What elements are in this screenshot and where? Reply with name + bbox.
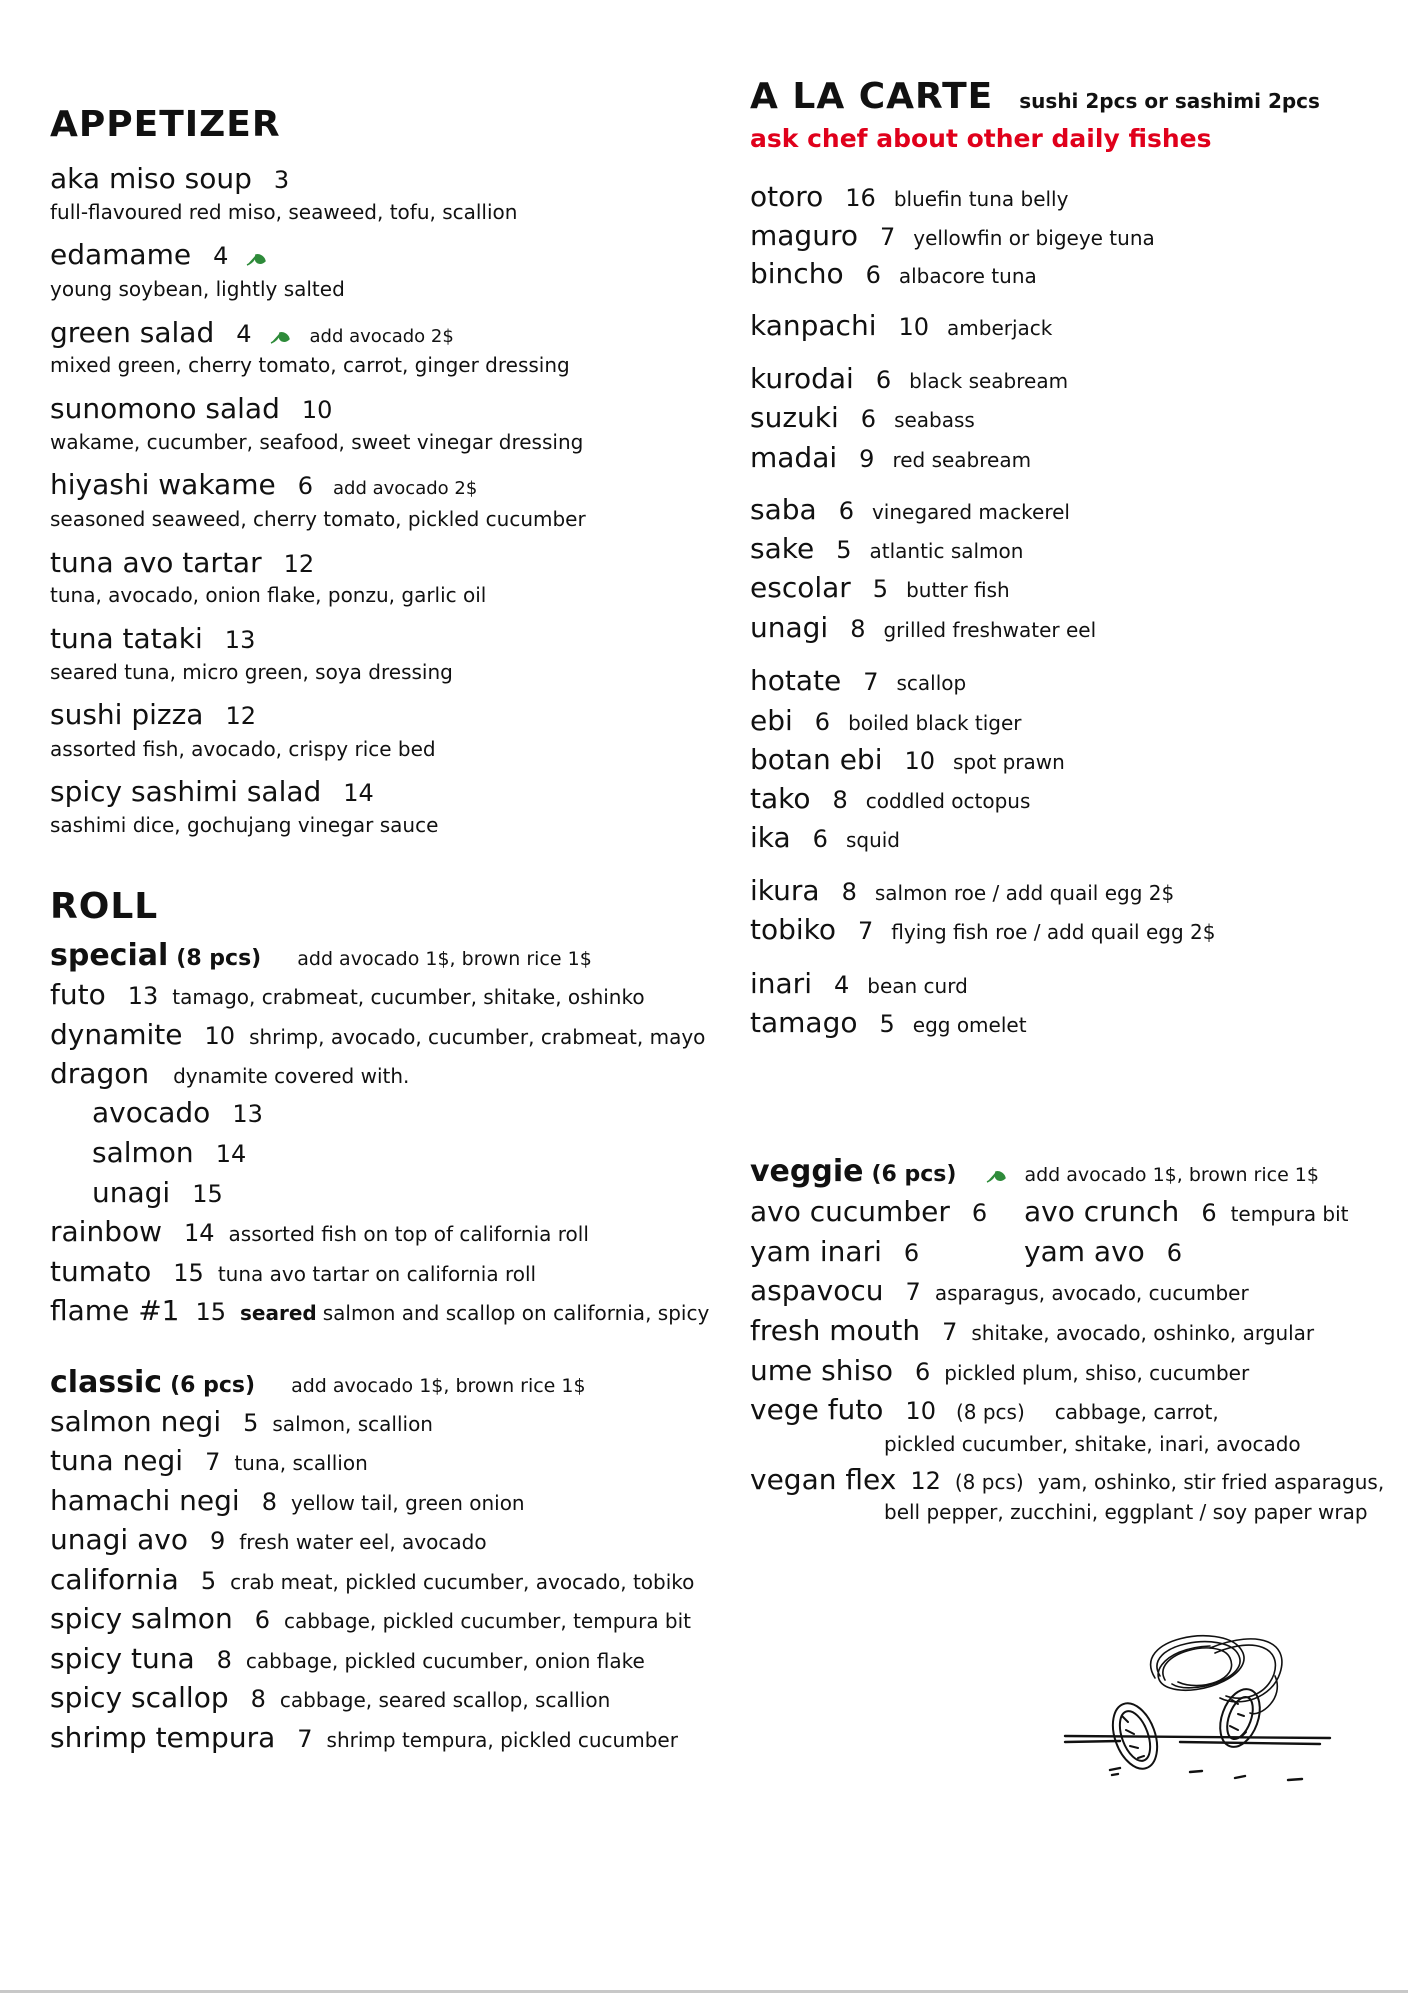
menu-item [50,316,454,349]
item-price: 6 [814,708,831,736]
item-name: escolar [750,571,851,604]
item-desc: full-flavoured red miso, seaweed, tofu, scallion [50,200,518,224]
item-name: avo crunch [1024,1195,1180,1228]
item-desc: tuna, scallion [234,1451,368,1475]
item-price: 6 [1166,1239,1183,1267]
item-desc: boiled black tiger [848,711,1022,735]
item-name: kanpachi [750,309,877,342]
item-desc: salmon and scallop on california, spicy [322,1301,710,1325]
item-desc-cont: pickled cucumber, shitake, inari, avocado [884,1432,1301,1456]
item-price: 14 [343,779,374,807]
item-name: ika [750,821,791,854]
item-price: 8 [832,786,848,814]
item-price: 7 [879,223,896,251]
menu-item [50,162,289,195]
item-name: tumato [50,1255,152,1288]
item-price: 6 [254,1606,270,1634]
item-desc: dynamite covered with. [173,1064,410,1088]
a-la-carte-item [750,664,966,697]
item-name: aspavocu [750,1274,884,1307]
a-la-carte-item [750,180,1068,213]
item-price: 7 [863,668,879,696]
item-name: inari [750,967,812,1000]
item-desc: yellowfin or bigeye tuna [913,226,1155,250]
item-name: tuna negi [50,1444,184,1477]
item-price: 13 [224,626,256,654]
item-price: 14 [215,1140,247,1168]
menu-item [50,775,374,808]
veggie-header [750,1154,1319,1189]
item-name: maguro [750,219,858,252]
item-price: 13 [232,1100,263,1128]
category-note: add avocado 1$, brown rice 1$ [1024,1164,1319,1186]
item-price: 5 [243,1409,259,1437]
category-note: add avocado 1$, brown rice 1$ [291,1375,586,1397]
item-price: 6 [865,261,881,289]
item-price: 4 [213,242,229,270]
a-la-carte-item [750,913,1215,946]
item-price: 10 [904,747,936,775]
category-pcs: (6 pcs) [871,1162,957,1187]
item-price: 6 [812,825,828,853]
item-price: 14 [184,1219,215,1247]
item-price: 8 [841,878,857,906]
menu-item [50,1563,694,1596]
item-desc: seabass [894,408,975,432]
item-name: bincho [750,257,844,290]
menu-item [50,546,314,579]
item-name: vege futo [750,1393,884,1426]
item-price: 8 [261,1488,277,1516]
item-name: dynamite [50,1018,183,1051]
a-la-carte-item [750,611,1096,644]
item-name: sushi pizza [50,698,204,731]
item-price: 6 [914,1358,931,1386]
a-la-carte-item [750,257,1037,290]
a-la-carte-item [750,309,1052,342]
item-price: 5 [836,536,852,564]
item-desc: sashimi dice, gochujang vinegar sauce [50,813,439,837]
menu-item [750,1463,1384,1496]
item-name: tako [750,782,811,815]
item-name: rainbow [50,1215,162,1248]
item-price: 15 [192,1180,223,1208]
item-name: tamago [750,1006,858,1039]
menu-item [750,1274,1249,1307]
item-desc: tuna avo tartar on california roll [217,1262,537,1286]
menu-item [750,1314,1314,1347]
item-desc: crab meat, pickled cucumber, avocado, tobiko [230,1570,695,1594]
item-price: 5 [200,1567,217,1595]
item-price: 3 [273,166,290,194]
item-price: 6 [1201,1199,1217,1227]
item-pcs: (8 pcs) [954,1470,1024,1494]
item-desc: fresh water eel, avocado [239,1530,487,1554]
item-price: 16 [845,184,876,212]
category-title: veggie [750,1154,864,1189]
item-name: tuna tataki [50,622,203,655]
dragon-option [92,1096,263,1129]
a-la-carte-subtitle: sushi 2pcs or sashimi 2pcs [1019,89,1320,113]
item-name: futo [50,978,106,1011]
menu-item [50,1405,433,1438]
item-price: 10 [905,1397,936,1425]
item-desc: atlantic salmon [869,539,1024,563]
item-name: avo cucumber [750,1195,950,1228]
item-name: spicy salmon [50,1602,233,1635]
item-price: 9 [209,1527,226,1555]
item-desc: assorted fish on top of california roll [228,1222,589,1246]
item-price: 12 [225,702,256,730]
item-price: 10 [898,313,930,341]
item-name: ebi [750,704,793,737]
item-name: fresh mouth [750,1314,921,1347]
item-desc: cabbage, seared scallop, scallion [279,1688,611,1712]
a-la-carte-item [750,743,1065,776]
item-price: 7 [942,1318,958,1346]
menu-item [50,698,256,731]
item-price: 9 [859,445,875,473]
item-desc: egg omelet [912,1013,1027,1037]
item-note: add avocado 2$ [333,478,478,499]
menu-item [1024,1195,1349,1228]
item-desc-bold: seared [240,1301,317,1325]
item-desc: black seabream [909,369,1069,393]
a-la-carte-item [750,441,1031,474]
menu-item [750,1354,1249,1387]
a-la-carte-item [750,704,1022,737]
menu-item [50,238,266,271]
item-name: vegan flex [750,1463,897,1496]
a-la-carte-item [750,571,1010,604]
item-desc: salmon, scallion [272,1412,433,1436]
item-name: flame #1 [50,1294,180,1327]
item-name: spicy sashimi salad [50,775,322,808]
daily-fish-note: ask chef about other daily fishes [750,124,1212,153]
item-price: 6 [903,1239,920,1267]
item-name: sunomono salad [50,392,280,425]
item-name: otoro [750,180,824,213]
a-la-carte-item [750,1006,1027,1039]
item-name: spicy scallop [50,1681,229,1714]
item-desc: asparagus, avocado, cucumber [934,1281,1249,1305]
item-name: ume shiso [750,1354,893,1387]
item-name: avocado [92,1096,211,1129]
item-desc: shitake, avocado, oshinko, argular [971,1321,1315,1345]
item-name: tuna avo tartar [50,546,262,579]
item-desc: shrimp tempura, pickled cucumber [326,1728,678,1752]
a-la-carte-item [750,874,1174,907]
menu-item [50,1484,525,1517]
item-price: 5 [879,1010,895,1038]
a-la-carte-item [750,493,1070,526]
classic-header [50,1365,586,1400]
item-desc: cabbage, carrot, [1054,1400,1219,1424]
item-price: 6 [297,472,313,500]
menu-item [1024,1235,1182,1268]
item-desc: tamago, crabmeat, cucumber, shitake, oshinko [172,985,645,1009]
page-bottom-divider [0,1990,1408,1993]
item-price: 8 [250,1685,266,1713]
item-desc: amberjack [947,316,1053,340]
item-name: spicy tuna [50,1642,195,1675]
item-name: saba [750,493,817,526]
category-pcs: (6 pcs) [170,1373,256,1398]
item-name: yam avo [1024,1235,1145,1268]
item-name: hamachi negi [50,1484,240,1517]
item-desc: salmon roe / add quail egg 2$ [874,881,1175,905]
menu-item [750,1235,919,1268]
item-name: unagi [92,1176,171,1209]
item-name: yam inari [750,1235,882,1268]
menu-item [50,978,645,1011]
menu-item [50,392,332,425]
item-name: shrimp tempura [50,1721,276,1754]
menu-item [50,1642,645,1675]
a-la-carte-item [750,219,1155,252]
special-header [50,938,592,973]
menu-item [750,1195,987,1228]
item-desc: albacore tuna [898,264,1037,288]
menu-item [50,1721,678,1754]
category-title: special [50,938,169,973]
a-la-carte-item [750,362,1068,395]
menu-item [50,1523,487,1556]
item-pcs: (8 pcs) [955,1400,1025,1424]
item-desc: bluefin tuna belly [893,187,1069,211]
item-desc: tuna, avocado, onion flake, ponzu, garlic oil [50,583,487,607]
item-price: 8 [216,1646,232,1674]
item-desc: coddled octopus [865,789,1031,813]
appetizer-title: APPETIZER [50,104,281,145]
item-name: california [50,1563,179,1596]
item-desc: squid [845,828,900,852]
item-price: 7 [205,1448,221,1476]
item-price: 15 [173,1259,204,1287]
item-desc-cont: bell pepper, zucchini, eggplant / soy paper wrap [884,1500,1368,1524]
item-desc: vinegared mackerel [871,500,1070,524]
item-name: salmon [92,1136,194,1169]
menu-item [750,1393,1219,1426]
menu-item [50,468,477,501]
item-name: ikura [750,874,820,907]
item-desc: yellow tail, green onion [290,1491,525,1515]
a-la-carte-item [750,532,1023,565]
item-name: botan ebi [750,743,883,776]
item-desc: cabbage, pickled cucumber, onion flake [245,1649,645,1673]
item-price: 13 [127,982,159,1010]
item-price: 10 [301,396,333,424]
item-name: aka miso soup [50,162,252,195]
a-la-carte-item [750,821,900,854]
item-price: 6 [971,1199,988,1227]
item-name: suzuki [750,401,839,434]
item-name: madai [750,441,838,474]
item-price: 12 [283,550,315,578]
item-desc: wakame, cucumber, seafood, sweet vinegar dressing [50,430,584,454]
menu-item [50,1294,709,1327]
category-title: classic [50,1365,163,1400]
item-name: edamame [50,238,192,271]
a-la-carte-item [750,782,1030,815]
item-note: add avocado 2$ [309,326,454,347]
menu-item [50,1681,610,1714]
item-price: 15 [195,1298,227,1326]
item-price: 4 [236,320,252,348]
item-desc: young soybean, lightly salted [50,277,345,301]
item-desc: seared tuna, micro green, soya dressing [50,660,453,684]
item-price: 5 [872,575,889,603]
item-name: tobiko [750,913,837,946]
leaf-icon [986,1170,1006,1184]
item-price: 12 [910,1467,941,1495]
item-price: 6 [875,366,892,394]
item-price: 7 [297,1725,313,1753]
item-desc: tempura bit [1230,1202,1349,1226]
item-desc: red seabream [892,448,1032,472]
item-desc: seasoned seaweed, cherry tomato, pickled cucumber [50,507,586,531]
leaf-icon [246,253,266,267]
a-la-carte-header [750,76,1320,117]
item-name: hotate [750,664,842,697]
item-desc: mixed green, cherry tomato, carrot, ginger dressing [50,353,570,377]
dragon-option [92,1136,246,1169]
category-pcs: (8 pcs) [176,946,262,971]
item-price: 6 [838,497,854,525]
item-name: kurodai [750,362,854,395]
item-name: unagi avo [50,1523,188,1556]
item-price: 8 [850,615,866,643]
item-price: 10 [204,1022,236,1050]
item-desc: grilled freshwater eel [883,618,1097,642]
menu-item [50,1444,368,1477]
item-desc: flying fish roe / add quail egg 2$ [891,920,1216,944]
menu-item [50,1018,705,1051]
menu-item [50,1602,691,1635]
roll-title: ROLL [50,886,159,927]
item-name: salmon negi [50,1405,222,1438]
shrimp-sushi-sketch [1060,1618,1360,1808]
dragon-option [92,1176,223,1209]
item-name: green salad [50,316,215,349]
a-la-carte-item [750,967,968,1000]
item-desc: assorted fish, avocado, crispy rice bed [50,737,436,761]
item-desc: pickled plum, shiso, cucumber [944,1361,1250,1385]
category-note: add avocado 1$, brown rice 1$ [297,948,592,970]
menu-item [50,1057,409,1090]
item-name: sake [750,532,815,565]
a-la-carte-item [750,401,975,434]
item-price: 7 [858,917,874,945]
item-name: unagi [750,611,829,644]
a-la-carte-title: A LA CARTE [750,76,994,117]
item-name: dragon [50,1057,150,1090]
sketch-lines [1065,1736,1330,1780]
menu-item [50,1255,536,1288]
item-name: hiyashi wakame [50,468,276,501]
menu-item [50,622,255,655]
item-price: 7 [905,1278,921,1306]
item-desc: butter fish [906,578,1010,602]
item-desc: cabbage, pickled cucumber, tempura bit [283,1609,692,1633]
leaf-icon [270,331,290,345]
item-desc: bean curd [867,974,968,998]
item-desc: yam, oshinko, stir fried asparagus, [1037,1470,1385,1494]
item-desc: scallop [896,671,967,695]
item-price: 6 [860,405,877,433]
item-price: 4 [833,971,850,999]
menu-item [50,1215,589,1248]
item-desc: shrimp, avocado, cucumber, crabmeat, mayo [249,1025,706,1049]
sketch-loops [1151,1636,1282,1714]
item-desc: spot prawn [953,750,1065,774]
